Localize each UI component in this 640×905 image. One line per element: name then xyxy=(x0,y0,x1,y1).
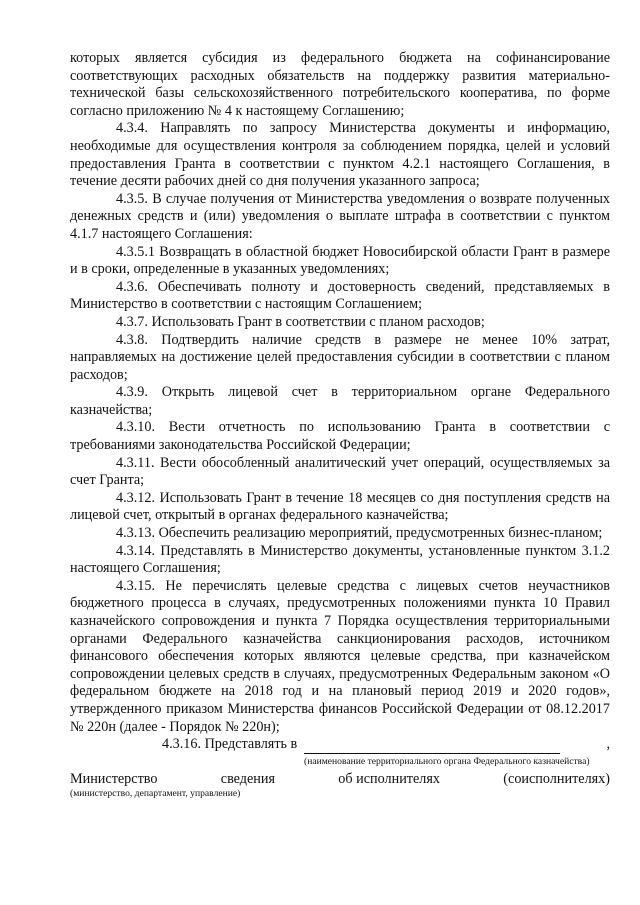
info-word: сведения xyxy=(220,770,276,787)
ministry-word: Министерство xyxy=(70,770,158,787)
clause-4-3-16 xyxy=(70,736,610,754)
executors-word: об исполнителях xyxy=(338,770,441,787)
clause-4-3-13: 4.3.13. Обеспечить реализацию мероприятий, предусмотренных бизнес-планом; xyxy=(116,525,603,542)
document-page xyxy=(70,50,610,799)
ministry-caption: (министерство, департамент, управление) xyxy=(70,788,241,800)
clause-4-3-4: 4.3.4. Направлять по запросу Министерства документы и информацию, необходимые для осуществления контроля за соблюдением порядка, целей и условий предоставления Гранта в соответствии с пунктом 4.2.1 настоящего Соглашения, в течение десяти рабочих дней со дня получения указанного запроса; xyxy=(70,120,610,190)
clause-4-3-5: 4.3.5. В случае получения от Министерства уведомления о возврате полученных денежных средств и (или) уведомления о выплате штрафа в соответствии с пунктом 4.1.7 настоящего Соглашения: xyxy=(70,190,610,242)
clause-4-3-15: 4.3.15. Не перечислять целевые средства с лицевых счетов неучастников бюджетного процесса в случаях, предусмотренных положениями пункта 10 Правил казначейского сопровождения и пункта 7 Порядка осуществления территориальными органами Федерального казначейства санкционирования расходов, источником финансового обеспечения которых являются целевые средства, при казначейском сопровождении целевых средств в случаях, предусмотренных Федеральным законом «О федеральном бюджете на 2018 год и на плановый период 2019 и 2020 годов», утвержденного приказом Министерства финансов Российской Федерации от 08.12.2017 № 220н (далее - Порядок № 220н); xyxy=(70,577,610,735)
clause-4-3-9: 4.3.9. Открыть лицевой счет в территориальном органе Федерального казначейства; xyxy=(70,384,610,418)
clauses xyxy=(70,50,610,736)
clause-4-3-11: 4.3.11. Вести обособленный аналитический учет операций, осуществляемых за счет Гранта; xyxy=(70,454,610,489)
organ-blank-line[interactable] xyxy=(304,740,561,754)
ministry-line xyxy=(70,771,610,789)
clause-4-3-10: 4.3.10. Вести отчетность по использованию Гранта в соответствии с требованиями законодательства Российской Федерации; xyxy=(70,419,610,454)
clause-4-3-6: 4.3.6. Обеспечивать полноту и достоверность сведений, представляемых в Министерство в соответствии с настоящим Соглашением; xyxy=(70,278,610,313)
clause-4-3-5-1: 4.3.5.1 Возвращать в областной бюджет Новосибирской области Грант в размере и в сроки, определенные в указанных уведомлениях; xyxy=(70,243,610,278)
clause-4-3-12: 4.3.12. Использовать Грант в течение 18 месяцев со дня поступления средств на лицевой счет, открытый в органах федерального казначейства; xyxy=(70,489,610,524)
clause-4-3-16-lead: 4.3.16. Представлять в xyxy=(162,736,301,753)
clause-4-3-16-comma: , xyxy=(606,736,610,753)
clause-4-3-14: 4.3.14. Представлять в Министерство документы, установленные пунктом 3.1.2 настоящего Соглашения; xyxy=(70,542,610,577)
clause-intro: которых является субсидия из федерального бюджета на софинансирование соответствующих расходных обязательств на поддержку развития материально-технической базы сельскохозяйственного потребительского кооператива, по форме согласно приложению № 4 к настоящему Соглашению; xyxy=(70,50,610,119)
clause-4-3-7: 4.3.7. Использовать Грант в соответствии с планом расходов; xyxy=(116,313,485,330)
organ-caption: (наименование территориального органа Федерального казначейства) xyxy=(304,755,590,767)
co-executors-word: (соисполнителях) xyxy=(503,770,610,787)
clause-4-3-8: 4.3.8. Подтвердить наличие средств в размере не менее 10% затрат, направляемых на достижение целей предоставления субсидии в соответствии с планом расходов; xyxy=(70,331,610,383)
